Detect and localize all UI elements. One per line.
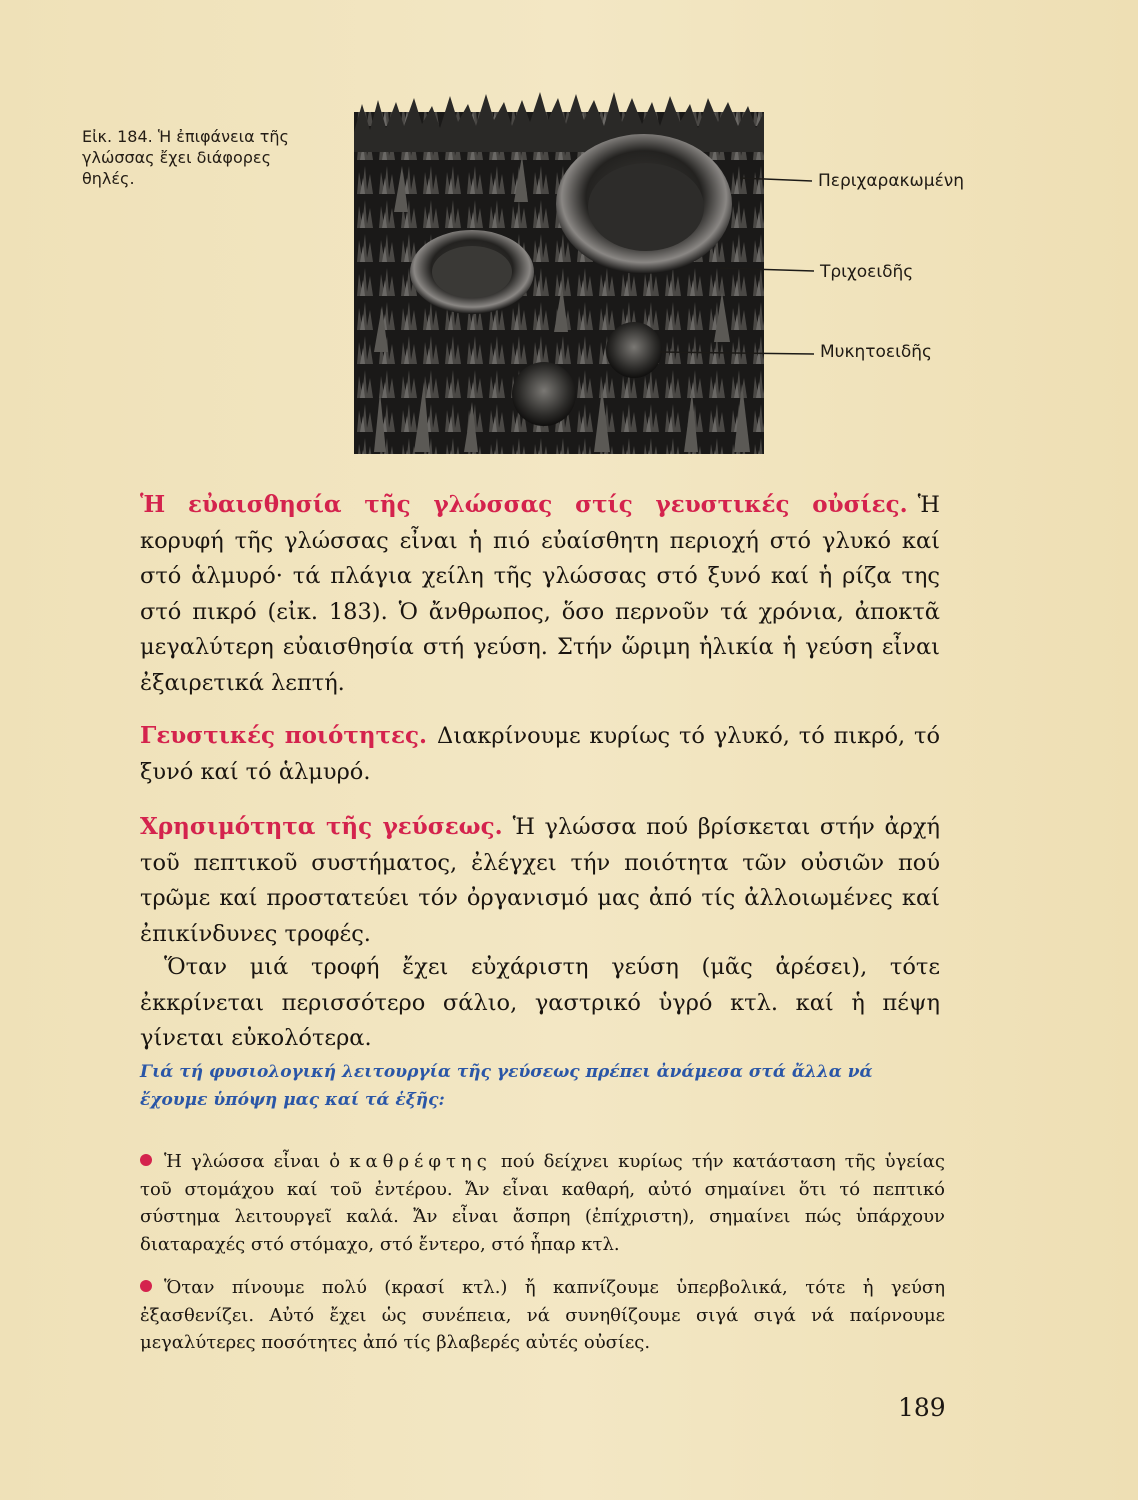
- tongue-papillae-icon: [354, 92, 764, 454]
- paragraph-sensitivity: [140, 487, 940, 701]
- label-circumvallate: Περιχαρακωμένη: [818, 171, 965, 191]
- bullet-1-emph: καθρέφτης: [349, 1151, 492, 1172]
- heading-qualities: Γευστικές ποιότητες.: [140, 722, 428, 749]
- note-intro: Γιά τή φυσιολογική λειτουργία τῆς γεύσεως πρέπει ἀνάμεσα στά ἄλλα νά ἔχουμε ὑπόψη μας καί τά ἑξῆς:: [140, 1062, 873, 1110]
- text-sensitivity: Ἡ κορυφή τῆς γλώσσας εἶναι ἡ πιό εὐαίσθητη περιοχή στό γλυκό καί στό ἁλμυρό· τά πλάγια χείλη τῆς γλώσσας στό ξυνό καί ἡ ρίζα της στό πικρό (εἰκ. 183). Ὁ ἄνθρωπος, ὅσο περνοῦν τά χρόνια, ἀποκτᾶ μεγαλύτερη εὐαισθησία στή γεύση. Στήν ὥριμη ἡλικία ἡ γεύση εἶναι ἐξαιρετικά λεπτή.: [140, 492, 940, 696]
- paragraph-qualities: [140, 718, 940, 790]
- note-bullet-2: [140, 1274, 945, 1357]
- page-number: 189: [898, 1393, 946, 1422]
- heading-sensitivity: Ἡ εὐαισθησία τῆς γλώσσας στίς γευστικές οὐσίες.: [140, 491, 908, 518]
- bullet-1-before: Ἡ γλώσσα εἶναι ὁ: [164, 1151, 350, 1172]
- figure-caption: Εἰκ. 184. Ἡ ἐπιφάνεια τῆς γλώσσας ἔχει διάφορες θηλές.: [82, 127, 289, 188]
- text-usefulness: Ἡ γλώσσα πού βρίσκεται στήν ἀρχή τοῦ πεπτικοῦ συστήματος, ἐλέγχει τήν ποιότητα τῶν οὐσιῶν πού τρῶμε καί προστατεύει τόν ὀργανισμό μας ἀπό τίς ἀλλοιωμένες καί ἐπικίνδυνες τροφές.: [140, 814, 940, 947]
- label-filiform: Τριχοειδῆς: [820, 262, 914, 282]
- note-bullet-1: [140, 1148, 945, 1258]
- bullet-1-after: πού δείχνει κυρίως τήν κατάσταση τῆς ὑγείας τοῦ στομάχου καί τοῦ ἐντέρου. Ἄν εἶναι καθαρή, αὐτό σημαίνει ὅτι τό πεπτικό σύστημα λειτουργεῖ καλά. Ἄν εἶναι ἄσπρη (ἐπίχριστη), σημαίνει πώς ὑπάρχουν διαταραχές στό στόμαχο, στό ἔντερο, στό ἧπαρ κτλ.: [140, 1151, 945, 1255]
- paragraph-usefulness: [140, 809, 940, 952]
- label-fungiform: Μυκητοειδῆς: [820, 342, 933, 362]
- text-qualities: Διακρίνουμε κυρίως τό γλυκό, τό πικρό, τό ξυνό καί τό ἁλμυρό.: [140, 723, 940, 785]
- tongue-papillae-figure: [354, 92, 764, 454]
- bullet-dot-icon: [140, 1154, 152, 1166]
- paragraph-pleasant: Ὅταν μιά τροφή ἔχει εὐχάριστη γεύση (μᾶς ἀρέσει), τότε ἐκκρίνεται περισσότερο σάλιο, γαστρικό ὑγρό κτλ. καί ἡ πέψη γίνεται εὐκολότερα.: [140, 954, 940, 1051]
- bullet-dot-icon: [140, 1280, 152, 1292]
- bullet-2-text: Ὅταν πίνουμε πολύ (κρασί κτλ.) ἤ καπνίζουμε ὑπερβολικά, τότε ἡ γεύση ἐξασθενίζει. Αὐτό ἔχει ὡς συνέπεια, νά συνηθίζουμε σιγά σιγά νά παίρνουμε μεγαλύτερες ποσότητες ἀπό τίς βλαβερές αὐτές οὐσίες.: [140, 1277, 945, 1353]
- heading-usefulness: Χρησιμότητα τῆς γεύσεως.: [140, 813, 503, 840]
